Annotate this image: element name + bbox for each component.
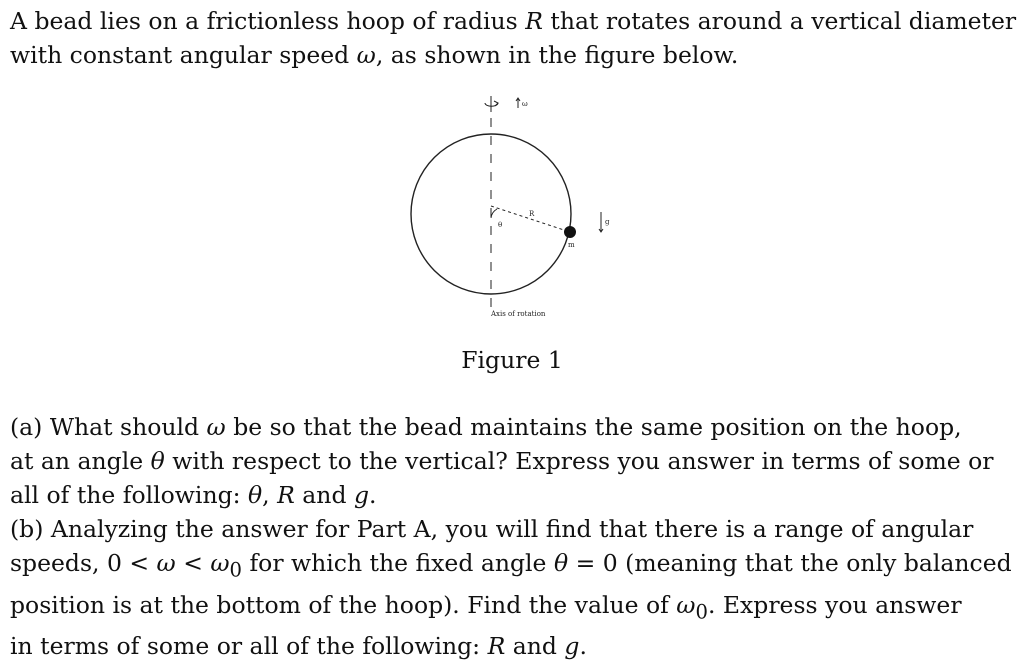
part-a-line-1 [10,410,1010,444]
text-run: with respect to the vertical? Express you answer in terms of some or [164,447,994,475]
text-run: , [262,481,278,509]
omega-label: ω [522,100,528,108]
subscript-zero: 0 [229,558,242,582]
part-b-line-4 [10,629,1010,663]
text-run: in terms of some or all of the following: [10,632,488,661]
omega-symbol: ω [356,41,376,69]
theta-symbol: θ [150,447,165,475]
radius-symbol: R [277,481,295,509]
angle-arc [491,209,497,218]
text-run: and [505,632,565,661]
part-b-line-2 [10,546,1010,588]
radius-label: R [529,210,535,218]
radius-symbol: R [487,632,506,661]
theta-label: θ [498,221,503,229]
figure-caption: Figure 1 [461,346,563,374]
text-run: . [579,632,587,661]
omega-zero-symbol: ω [210,549,230,577]
text-run: at an angle [10,447,151,475]
text-run: , as shown in the figure below. [375,41,739,69]
bead [564,226,576,238]
theta-symbol: θ [553,549,569,577]
text-run: all of the following: [10,481,249,509]
text-run: that rotates around a vertical diameter [542,7,1017,35]
text-run: speeds, 0 < [10,549,157,577]
radius-symbol: R [525,7,543,35]
text-run: A bead lies on a frictionless hoop of radius [10,7,526,35]
gravity-label: g [605,218,610,226]
theta-symbol: θ [248,481,263,509]
part-a-line-2 [10,444,1010,478]
text-run: = 0 (meaning that the only balanced [568,549,1012,577]
intro-line-1 [10,4,1017,38]
part-b-line-3 [10,588,1010,630]
gravity-symbol: g [353,481,370,509]
hoop-figure [390,92,630,324]
gravity-symbol: g [564,632,580,661]
rotation-arrow-icon [485,96,498,112]
problem-intro [10,4,1017,72]
text-run: with constant angular speed [10,41,357,69]
text-run: for which the fixed angle [242,549,554,577]
intro-line-2 [10,38,1010,72]
mass-label: m [568,241,575,249]
text-run: . Express you answer [707,590,962,619]
subscript-zero: 0 [695,600,708,624]
omega-zero-symbol: ω [676,590,696,619]
omega-symbol: ω [156,549,176,577]
text-run: be so that the bead maintains the same position on the hoop, [225,413,962,441]
text-run: position is at the bottom of the hoop). Find the value of [10,590,677,619]
text-run: < [175,549,211,577]
question-part-a [10,410,1010,512]
omega-arrow-icon [516,98,520,108]
question-part-b [10,512,1010,663]
gravity-arrow-icon [599,212,603,232]
text-run: (a) What should [10,413,207,441]
axis-label: Axis of rotation [491,310,546,318]
text-run: and [294,481,354,509]
text-run: . [369,481,377,509]
part-b-line-1: (b) Analyzing the answer for Part A, you will find that there is a range of angular [10,515,974,543]
omega-symbol: ω [206,413,226,441]
part-a-line-3 [10,478,1010,512]
